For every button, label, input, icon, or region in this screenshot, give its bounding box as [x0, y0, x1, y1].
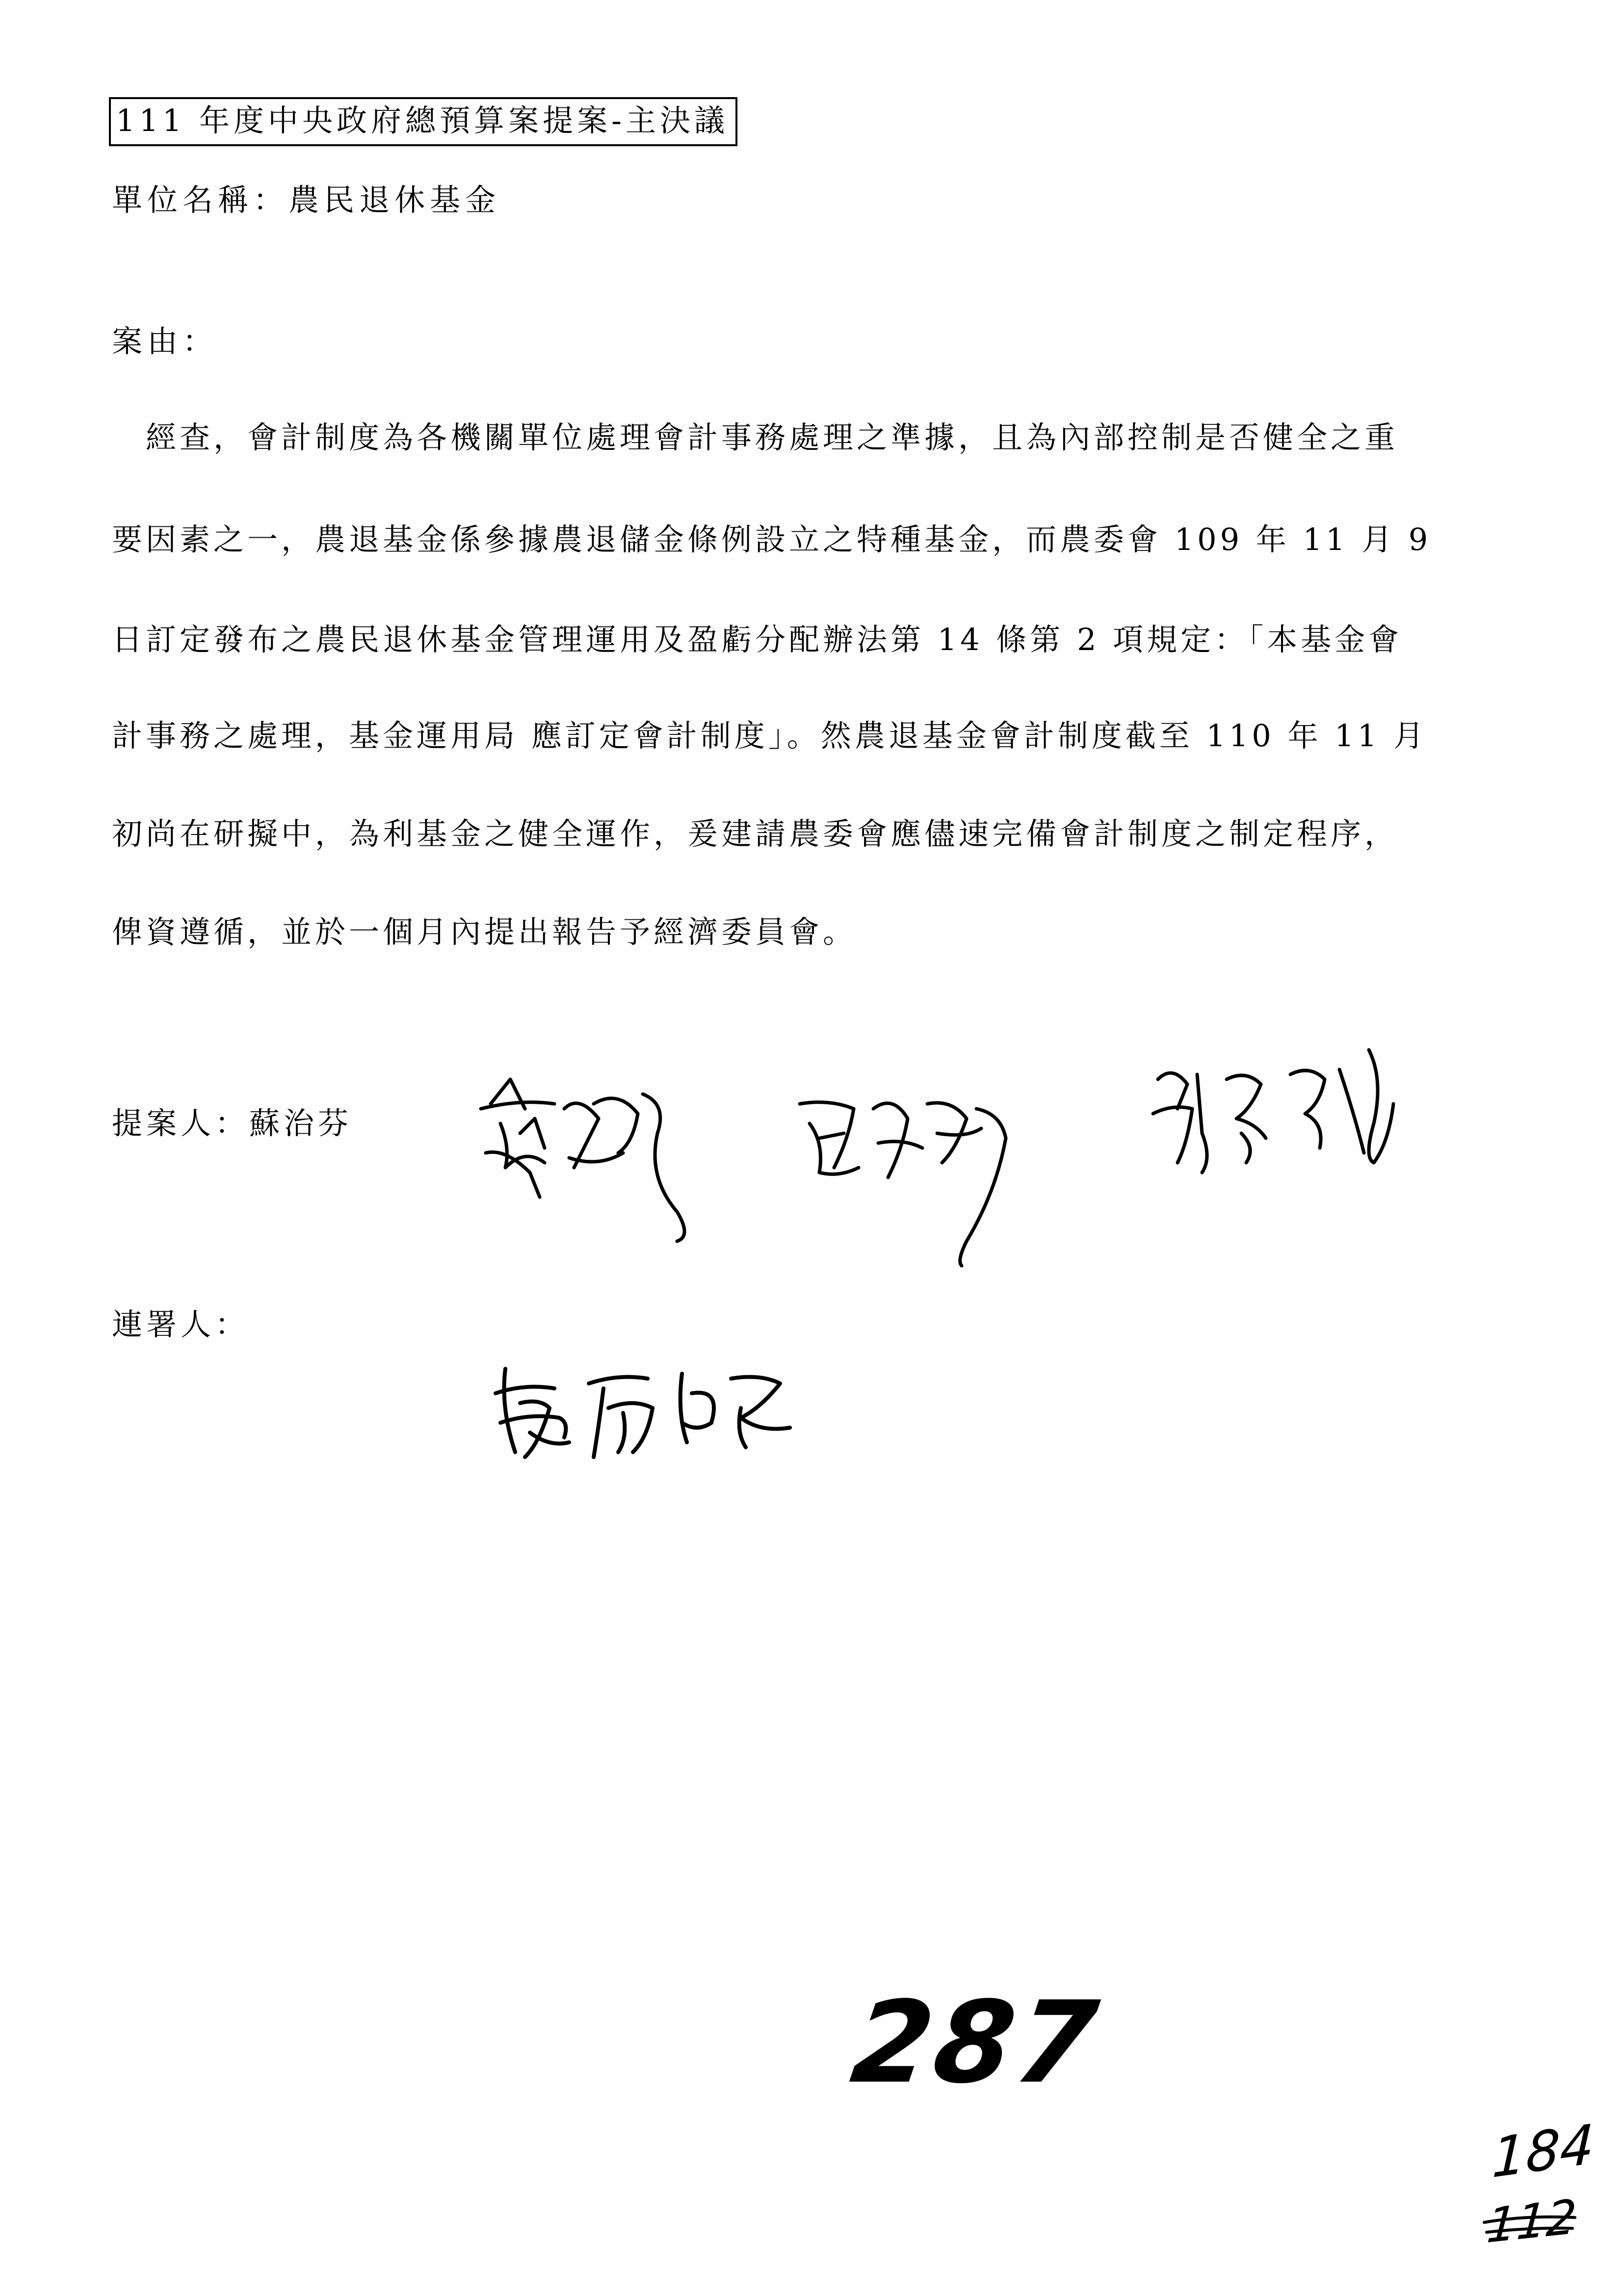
- unit-name-line: 單位名稱：農民退休基金: [112, 182, 501, 218]
- handwritten-struck-number: 112: [1487, 2198, 1576, 2245]
- strikethrough-lines: [1482, 2208, 1580, 2242]
- document-title: 111 年度中央政府總預算案提案-主決議: [109, 97, 737, 146]
- signature-3: [1143, 1035, 1408, 1197]
- signature-1: [471, 1050, 707, 1246]
- reason-label: 案由：: [112, 323, 218, 359]
- body-line-3: 日訂定發布之農民退休基金管理運用及盈虧分配辦法第 14 條第 2 項規定：「本基金會: [112, 622, 1403, 657]
- handwritten-page-number: 287: [844, 1978, 1107, 2109]
- body-line-1: 經查，會計制度為各機關單位處理會計事務處理之準據，且為內部控制是否健全之重: [112, 419, 1399, 455]
- cosigner-label: 連署人：: [112, 1306, 250, 1342]
- body-line-2: 要因素之一，農退基金係參據農退儲金條例設立之特種基金，而農委會 109 年 11 月 9: [112, 522, 1432, 557]
- proposer-line: 提案人：蘇治芬: [112, 1105, 353, 1141]
- signature-2: [790, 1065, 1045, 1271]
- body-line-4: 計事務之處理，基金運用局 應訂定會計制度」。然農退基金會計制度截至 110 年 11 月: [112, 718, 1427, 754]
- cosigner-signature: [486, 1349, 819, 1467]
- body-line-6: 俾資遵循，並於一個月內提出報告予經濟委員會。: [112, 914, 857, 950]
- handwritten-corner-number: 184: [1491, 2112, 1596, 2191]
- body-line-5: 初尚在研擬中，為利基金之健全運作，爰建請農委會應儘速完備會計制度之制定程序，: [112, 816, 1399, 852]
